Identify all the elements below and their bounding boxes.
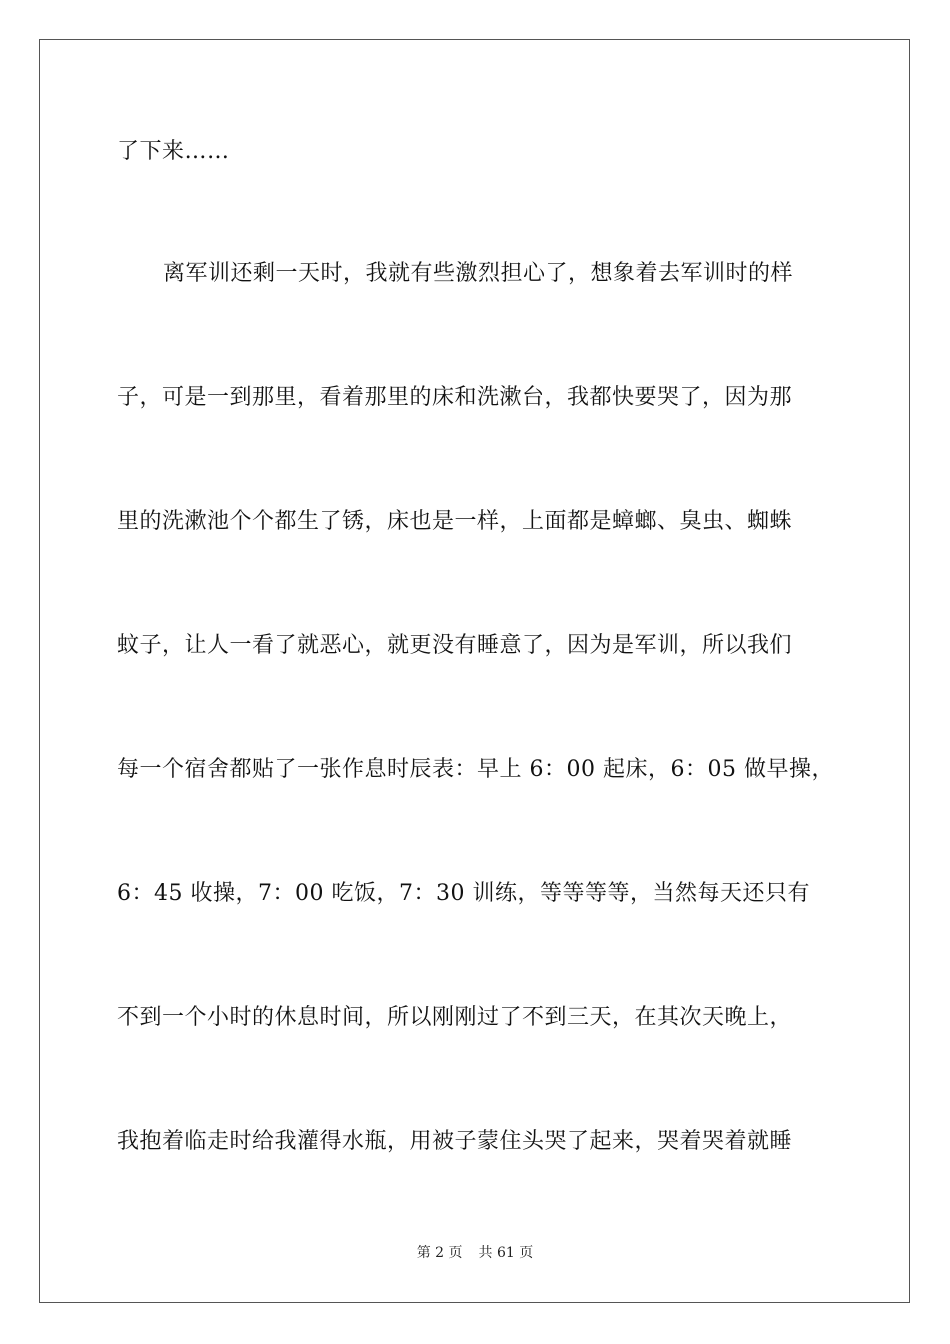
text-line: 了下来…… [117,139,230,164]
text-line: 子，可是一到那里，看着那里的床和洗漱台，我都快要哭了，因为那 [117,385,793,410]
text-line: 我抱着临走时给我灌得水瓶，用被子蒙住头哭了起来，哭着哭着就睡 [117,1129,793,1154]
text-line: 6：45 收操，7：00 吃饭，7：30 训练，等等等等，当然每天还只有 [117,881,810,906]
page-number: 第 2 页 [416,1245,463,1261]
text-line: 不到一个小时的休息时间，所以刚刚过了不到三天，在其次天晚上， [117,1005,793,1030]
page-total: 共 61 页 [478,1245,534,1261]
page-footer [0,1243,950,1263]
text-line: 每一个宿舍都贴了一张作息时辰表：早上 6：00 起床，6：05 做早操， [117,757,834,782]
text-line: 离军训还剩一天时，我就有些激烈担心了，想象着去军训时的样 [163,261,794,286]
text-line: 里的洗漱池个个都生了锈，床也是一样，上面都是蟑螂、臭虫、蜘蛛 [117,509,793,534]
page-border [39,39,910,1303]
text-line: 蚊子，让人一看了就恶心，就更没有睡意了，因为是军训，所以我们 [117,633,793,658]
